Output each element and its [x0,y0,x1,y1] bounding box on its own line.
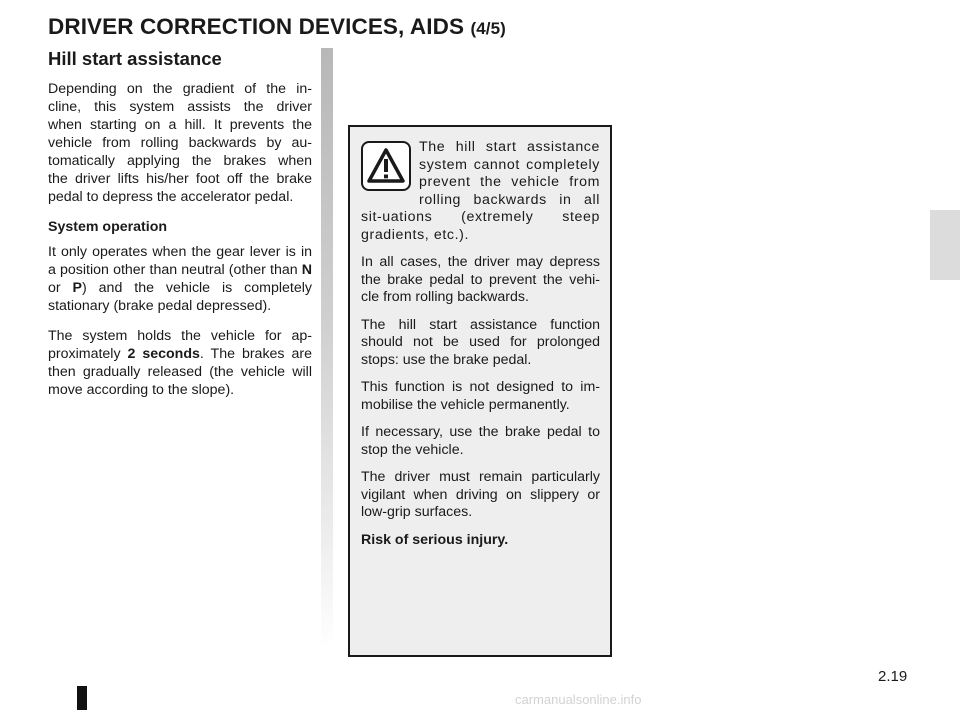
warning-paragraph: This function is not designed to im-mobilise the vehicle permanently. [361,379,600,413]
column-divider [321,48,333,648]
intro-line: pedal to depress the accelerator pedal. [48,189,294,205]
intro-line: when starting on a hill. It prevents the [48,117,312,133]
intro-paragraph [48,80,312,206]
intro-line: the driver lifts his/her foot off the brake [48,171,312,187]
warning-paragraph: The driver must remain particularly vigilant when driving on slippery or low-grip surfaces. [361,469,600,520]
hold-text-2: . The brakes are then gradually released (the vehicle will move according to the slope). [48,346,312,398]
warning-paragraphs [361,139,600,522]
page-number: 2.19 [878,668,908,685]
hold-text-1: The system holds the vehicle for ap-proximately [48,328,312,362]
warning-paragraph: The hill start assistance function should not be used for prolonged stops: use the brake pedal. [361,316,600,368]
sub-heading-system-operation: System operation [48,219,168,235]
left-column [48,48,312,411]
warning-paragraph: If necessary, use the brake pedal to stop the vehicle. [361,424,600,458]
hold-duration: 2 seconds [127,346,200,362]
warning-triangle-svg [366,147,406,185]
intro-line: cline, this system assists the driver [48,99,312,115]
corner-mark [77,686,87,710]
page-part-indicator: (4/5) [470,19,506,38]
operation-paragraph [48,243,312,315]
page-title [48,14,506,40]
section-heading: Hill start assistance [48,48,222,69]
chapter-tab [930,210,960,280]
gear-n-label: N [301,262,312,278]
intro-line: Depending on the gradient of the in- [48,81,312,97]
warning-triangle-icon [361,141,411,191]
watermark: carmanualsonline.info [515,692,642,707]
warning-paragraph: The hill start assistance system cannot completely prevent the vehicle from rolling backwards in all sit-uations (extremely steep gradients, etc.). [361,139,600,243]
intro-line: vehicle from rolling backwards by au- [48,135,312,151]
hold-paragraph [48,327,312,399]
intro-line: tomatically applying the brakes when [48,153,312,169]
warning-box [348,125,612,657]
warning-paragraph: In all cases, the driver may depress the brake pedal to prevent the vehi-cle from rolling backwards. [361,254,600,305]
risk-statement: Risk of serious injury. [361,531,509,548]
gear-p-label: P [72,280,83,296]
page-title-text: DRIVER CORRECTION DEVICES, AIDS [48,14,465,39]
operation-text-2: or [48,280,73,296]
operation-text-1: It only operates when the gear lever is in a position other than neutral (other than [48,244,312,278]
operation-text-3: ) and the vehicle is completely stationary (brake pedal depressed). [48,280,312,314]
